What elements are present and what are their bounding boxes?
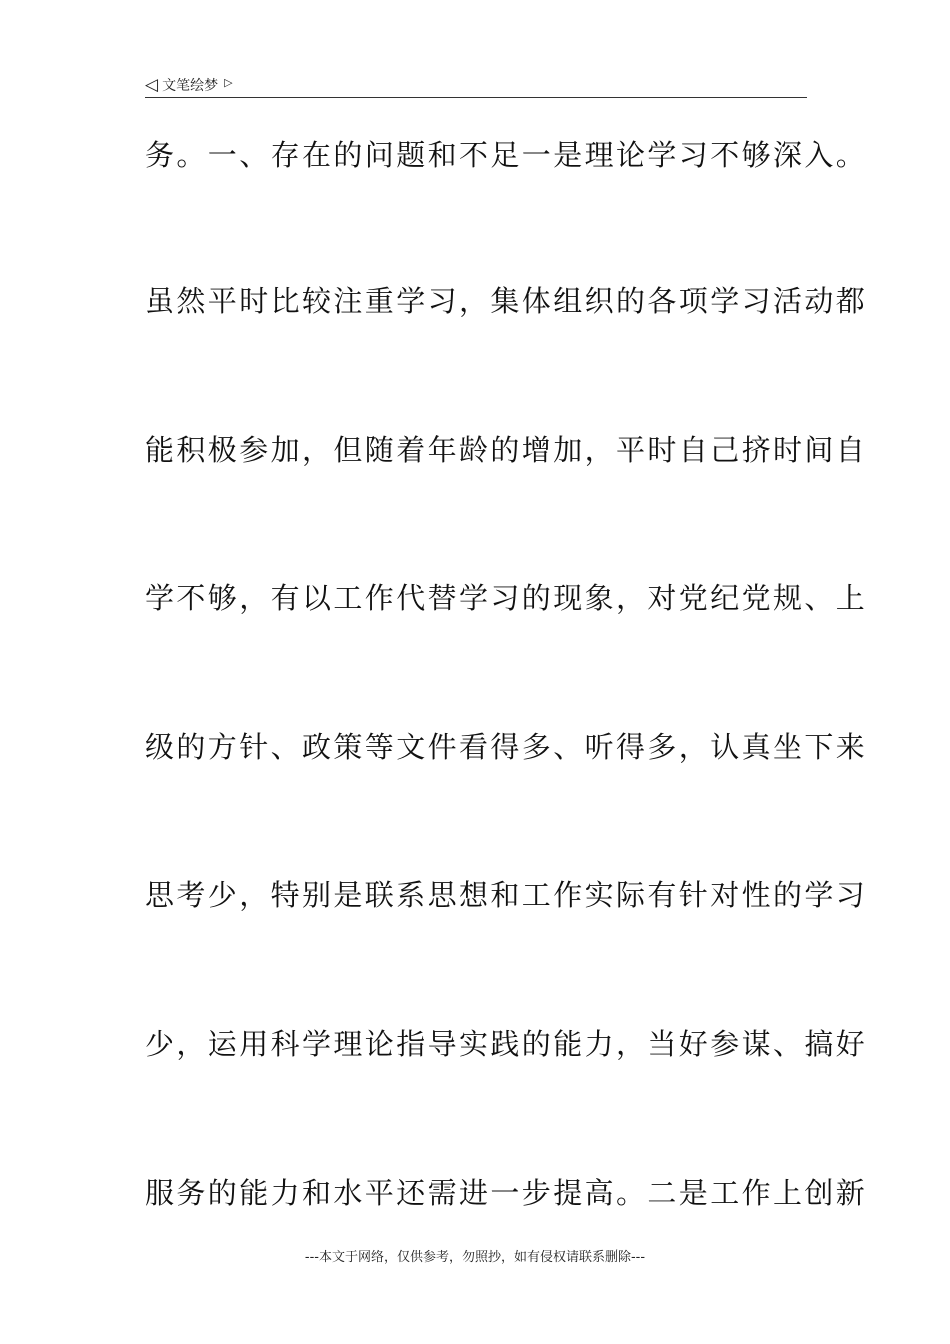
body-line: 务。一、存在的问题和不足一是理论学习不够深入。	[145, 138, 868, 172]
body-line: 学不够，有以工作代替学习的现象，对党纪党规、上	[145, 581, 868, 615]
body-line: 级的方针、政策等文件看得多、听得多，认真坐下来	[145, 730, 868, 764]
triangle-left-icon: ◁	[145, 74, 159, 95]
footer-disclaimer: ---本文于网络，仅供参考，勿照抄，如有侵权请联系删除---	[304, 1250, 646, 1265]
body-line: 思考少，特别是联系思想和工作实际有针对性的学习	[145, 878, 868, 912]
body-line: 虽然平时比较注重学习，集体组织的各项学习活动都	[145, 284, 868, 318]
brand-label: 文笔绘梦	[162, 78, 219, 94]
page-header	[145, 72, 805, 98]
header-divider	[145, 97, 807, 98]
body-line: 服务的能力和水平还需进一步提高。二是工作上创新	[145, 1176, 868, 1210]
triangle-right-icon: ▷	[224, 75, 233, 89]
body-line: 少，运用科学理论指导实践的能力，当好参谋、搞好	[145, 1027, 868, 1061]
body-line: 能积极参加，但随着年龄的增加，平时自己挤时间自	[145, 433, 868, 467]
